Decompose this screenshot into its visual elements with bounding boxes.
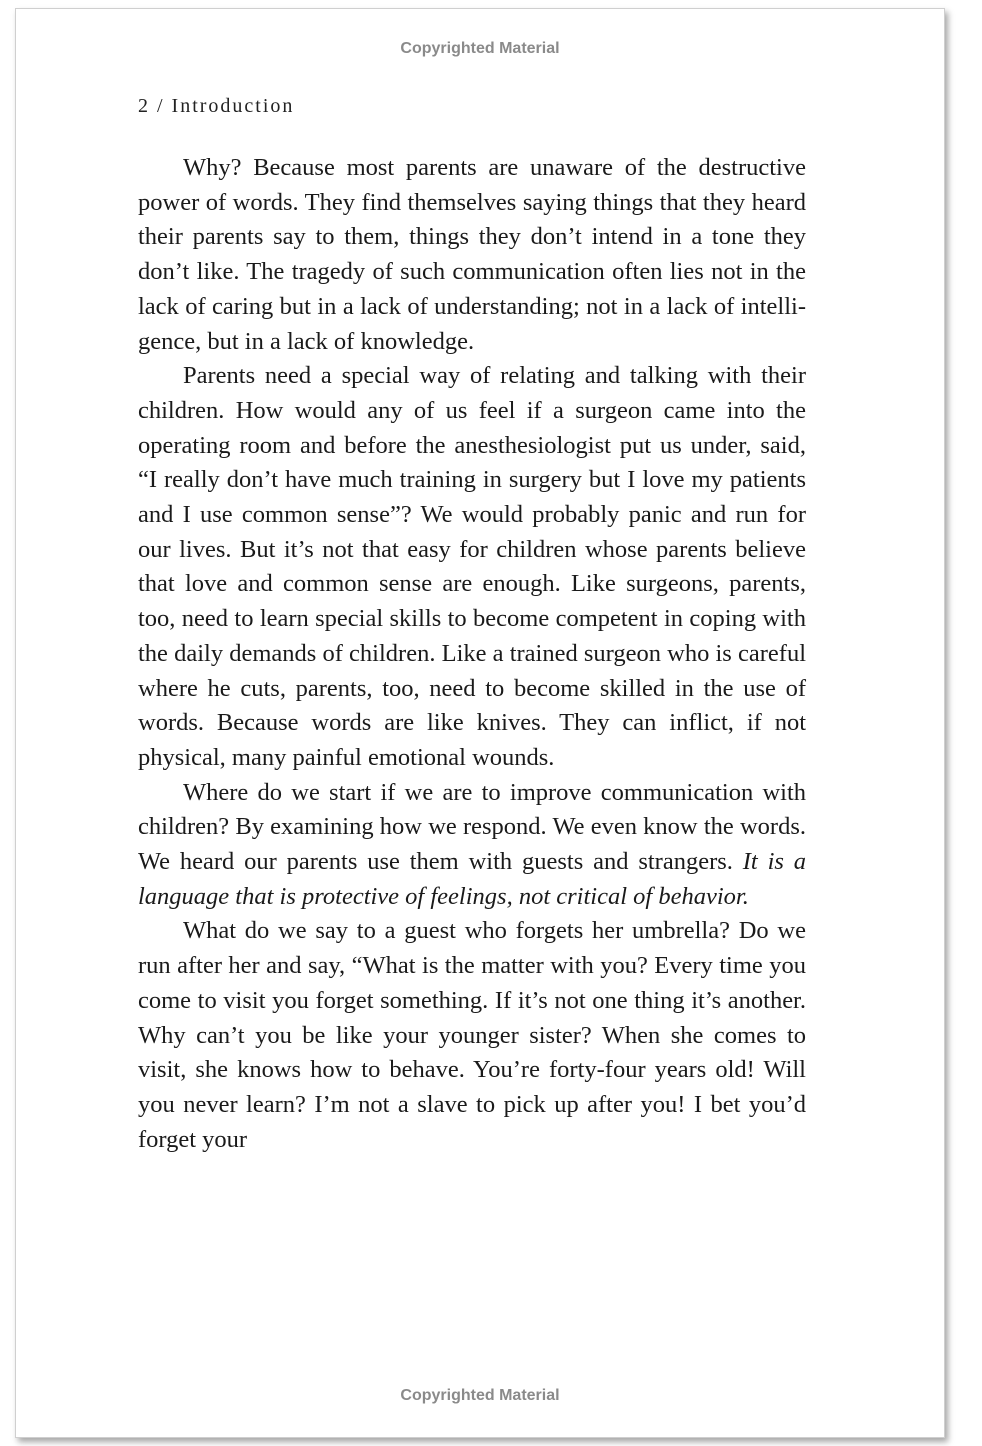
running-head: 2 / Introduction [138, 95, 295, 117]
paragraph-4 [138, 914, 806, 1157]
paragraph-4-text: What do we say to a guest who forgets her umbrella? Do we run after her and say, “What is the matter with you? Every time you come to visit you forget something. If it’s not one thing it’s another. Why can’t you be like your younger sister? When she comes to visit, she knows how to behave. You’re forty-four years old! Will you never learn? I’m not a slave to pick up after you! I bet you’d forget your [138, 917, 806, 1153]
copyright-watermark-bottom: Copyrighted Material [400, 1387, 560, 1404]
paragraph-1-text: Why? Because most parents are unaware of the destructive power of words. They find themselves saying things that they heard their parents say to them, things they don’t intend in a tone they don’t like. The tragedy of such communication often lies not in the lack of caring but in a lack of understanding; not in a lack of intelligence, but in a lack of knowledge. [138, 154, 806, 355]
paragraph-3-italic: It is a language that is protective of feelings, not critical of behavior. [138, 848, 807, 910]
paragraph-2-text: Parents need a special way of relating and talking with their children. How would any of us feel if a surgeon came into the operating room and before the anesthesiologist put us under, said, “I really don’t have much training in surgery but I love my patients and I use common sense”? We would probably panic and run for our lives. But it’s not that easy for children whose parents believe that love and common sense are enough. Like surgeons, parents, too, need to learn special skills to become competent in coping with the daily demands of children. Like a trained surgeon who is careful where he cuts, parents, too, need to become skilled in the use of words. Because words are like knives. They can inflict, if not physical, many painful emotional wounds. [138, 362, 806, 771]
paragraph-1 [138, 151, 806, 359]
body-text [138, 151, 806, 1157]
paragraph-2 [138, 359, 806, 775]
copyright-watermark-top: Copyrighted Material [400, 40, 560, 57]
paragraph-3-text: Where do we start if we are to improve communication with children? By examining how we respond. We even know the words. We heard our parents use them with guests and strangers. [138, 778, 806, 876]
paragraph-3 [138, 776, 806, 915]
book-page [15, 8, 945, 1438]
